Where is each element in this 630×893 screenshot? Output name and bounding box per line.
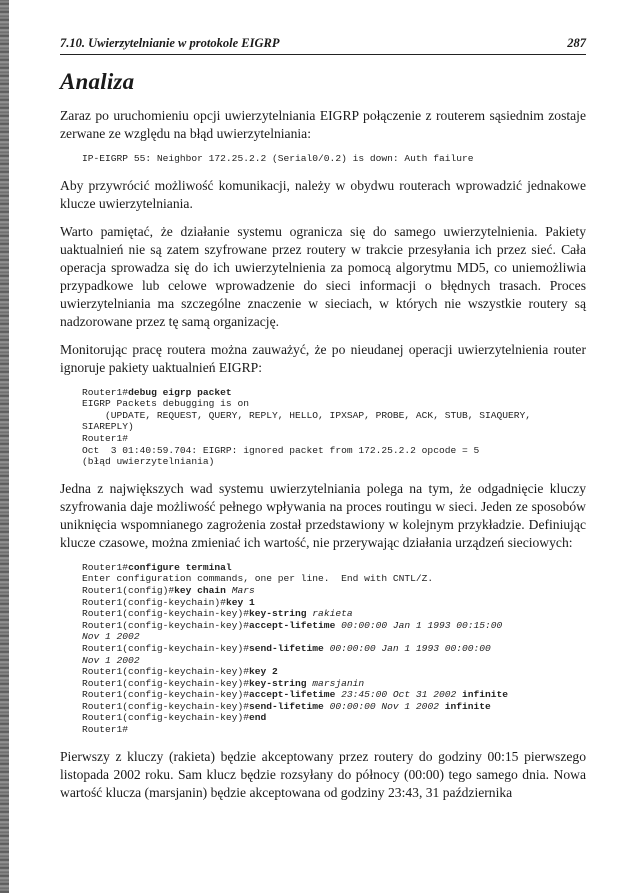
paragraph-restore: Aby przywrócić możliwość komunikacji, należy w obydwu routerach wprowadzić jednakowe klucze uwierzytelniania. — [60, 177, 586, 211]
code-line: Router1(config-keychain-key)#send-lifetime 00:00:00 Nov 1 2002 infinite — [82, 700, 491, 712]
code-line: (błąd uwierzytelniania) — [82, 456, 215, 468]
page-number: 287 — [567, 36, 586, 50]
code-block-debug — [82, 387, 586, 468]
code-line: Router1(config-keychain-key)#accept-lifetime 00:00:00 Jan 1 1993 00:15:00 — [82, 619, 503, 631]
code-line: Router1#configure terminal — [82, 561, 232, 573]
code-line: Router1# — [82, 432, 129, 444]
paragraph-key-lifetimes: Pierwszy z kluczy (rakieta) będzie akceptowany przez routery do godziny 00:15 pierwszego listopada 2002 roku. Sam klucz będzie rozsyłany do północy (00:00) tego samego dnia. Nowa wartość klucza (marsjanin) będzie akceptowana od godziny 23:43, 31 października — [60, 748, 586, 800]
code-line: Router1(config)#key chain Mars — [82, 584, 255, 596]
code-line: Nov 1 2002 — [82, 631, 140, 643]
chapter-title: 7.10. Uwierzytelnianie w protokole EIGRP — [60, 36, 280, 50]
section-title: Analiza — [60, 69, 135, 94]
code-line: (UPDATE, REQUEST, QUERY, REPLY, HELLO, IPXSAP, PROBE, ACK, STUB, SIAQUERY, — [82, 409, 532, 421]
code-line: Router1#debug eigrp packet — [82, 386, 232, 398]
code-line: Router1(config-keychain-key)#accept-lifetime 23:45:00 Oct 31 2002 infinite — [82, 689, 509, 701]
code-line: Oct 3 01:40:59.704: EIGRP: ignored packet from 172.25.2.2 opcode = 5 — [82, 444, 480, 456]
running-header — [60, 36, 586, 55]
code-block-neighbor-down — [82, 153, 586, 165]
code-line: Nov 1 2002 — [82, 654, 140, 666]
code-line: Router1(config-keychain-key)#key-string marsjanin — [82, 677, 365, 689]
code-line: EIGRP Packets debugging is on — [82, 398, 249, 410]
code-line: IP-EIGRP 55: Neighbor 172.25.2.2 (Serial0/0.2) is down: Auth failure — [82, 153, 474, 164]
code-line: Enter configuration commands, one per line. End with CNTL/Z. — [82, 573, 434, 585]
paragraph-intro: Zaraz po uruchomieniu opcji uwierzytelniania EIGRP połączenie z routerem sąsiednim zostaje zerwane ze względu na błąd uwierzytelniania: — [60, 108, 586, 141]
paragraph-monitoring: Monitorując pracę routera można zauważyć, że po nieudanej operacji uwierzytelnienia router ignoruje pakiety uaktualnień EIGRP: — [60, 341, 586, 375]
code-line: Router1(config-keychain)#key 1 — [82, 596, 255, 608]
code-line: Router1(config-keychain-key)#key-string rakieta — [82, 608, 353, 620]
code-line: Router1(config-keychain-key)#key 2 — [82, 666, 278, 678]
code-line: Router1(config-keychain-key)#send-lifetime 00:00:00 Jan 1 1993 00:00:00 — [82, 642, 491, 654]
book-page — [60, 36, 586, 802]
paragraph-authentication-scope: Warto pamiętać, że działanie systemu ogranicza się do samego uwierzytelnienia. Pakiety uaktualnień nie są zatem szyfrowane przez routery w trakcie przesyłania ich przez sieć. Cała operacja sprowadza się do ich uwierzytelnienia za pomocą algorytmu MD5, co uniemożliwia przypadkowe lub celowe wprowadzenie do sieci informacji o błędnych trasach. Proces uwierzytelniania ma szczególne znaczenie w sieciach, w których nie wszystkie routery są nadzorowane przez tę samą organizację. — [60, 223, 586, 329]
paragraph-key-guessing: Jedna z największych wad systemu uwierzytelniania polega na tym, że odgadnięcie kluczy szyfrowania daje możliwość pełnego wpływania na proces routingu w sieci. Jeden ze sposobów uniknięcia wspomnianego zagrożenia został przedstawiony w kolejnym przykładzie. Definiując klucze czasowe, można zmieniać ich wartość, nie przerywając działania urządzeń sieciowych: — [60, 480, 586, 550]
code-line: SIAREPLY) — [82, 421, 134, 433]
code-block-keychain-config — [82, 562, 586, 736]
code-line: Router1# — [82, 724, 129, 736]
code-line: Router1(config-keychain-key)#end — [82, 712, 267, 724]
page-binding-edge — [0, 0, 9, 893]
